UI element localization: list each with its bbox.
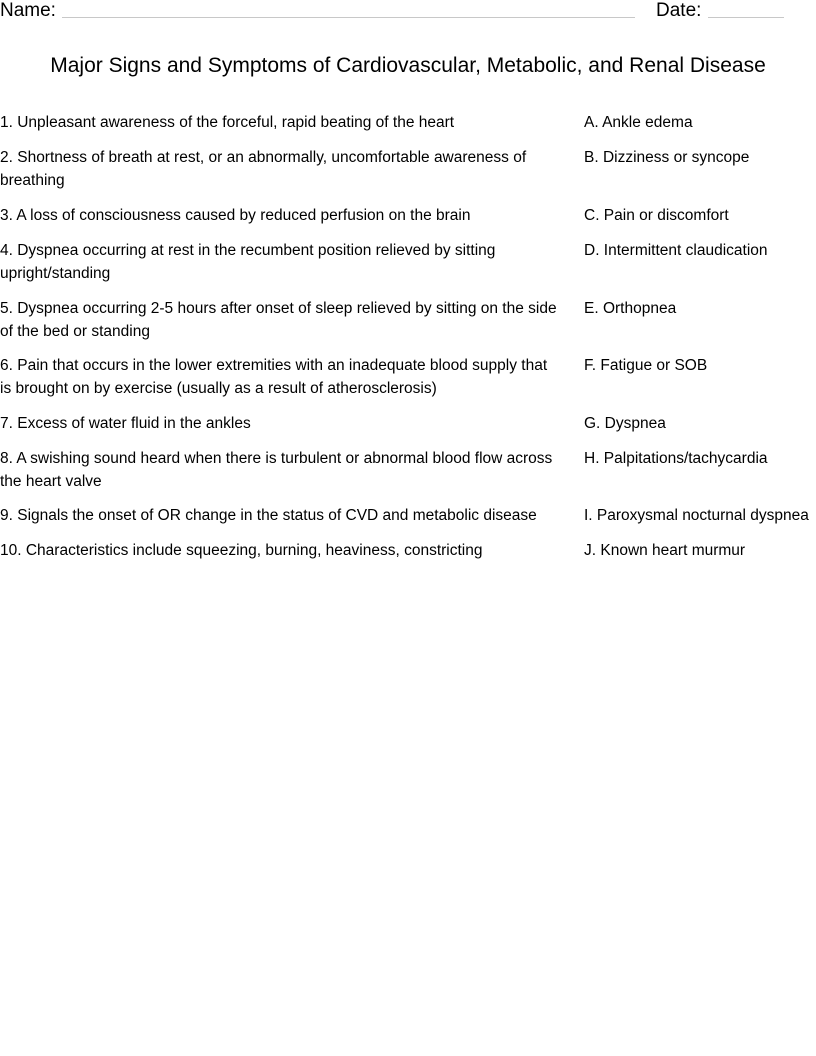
answer-option: E. Orthopnea (584, 300, 677, 317)
answer-option: D. Intermittent claudication (584, 242, 768, 259)
question-item: 6. Pain that occurs in the lower extremities with an inadequate blood supply that is brought on by exercise (usually as a result of atherosclerosis) (0, 357, 548, 397)
question-item: 4. Dyspnea occurring at rest in the recumbent position relieved by sitting upright/standing (0, 242, 496, 282)
answer-option: F. Fatigue or SOB (584, 357, 708, 374)
question-item: 3. A loss of consciousness caused by reduced perfusion on the brain (0, 207, 471, 224)
answer-option: I. Paroxysmal nocturnal dyspnea (584, 507, 809, 524)
question-item: 8. A swishing sound heard when there is turbulent or abnormal blood flow across the heart valve (0, 450, 553, 490)
date-blank-line[interactable] (708, 17, 784, 18)
question-item: 10. Characteristics include squeezing, burning, heaviness, constricting (0, 542, 483, 559)
worksheet-header (0, 0, 816, 24)
name-blank-line[interactable] (62, 17, 635, 18)
name-label: Name: (0, 0, 56, 21)
question-item: 9. Signals the onset of OR change in the status of CVD and metabolic disease (0, 507, 537, 524)
date-label: Date: (656, 0, 702, 21)
question-item: 5. Dyspnea occurring 2-5 hours after onset of sleep relieved by sitting on the side of the bed or standing (0, 300, 557, 340)
answer-option: A. Ankle edema (584, 114, 693, 131)
answer-option: H. Palpitations/tachycardia (584, 450, 768, 467)
question-item: 2. Shortness of breath at rest, or an abnormally, uncomfortable awareness of breathing (0, 149, 527, 189)
answer-option: G. Dyspnea (584, 415, 666, 432)
worksheet-title: Major Signs and Symptoms of Cardiovascular, Metabolic, and Renal Disease (50, 54, 766, 77)
question-item: 1. Unpleasant awareness of the forceful, rapid beating of the heart (0, 114, 455, 131)
answer-option: C. Pain or discomfort (584, 207, 729, 224)
question-item: 7. Excess of water fluid in the ankles (0, 415, 251, 432)
answer-option: J. Known heart murmur (584, 542, 746, 559)
answer-option: B. Dizziness or syncope (584, 149, 750, 166)
